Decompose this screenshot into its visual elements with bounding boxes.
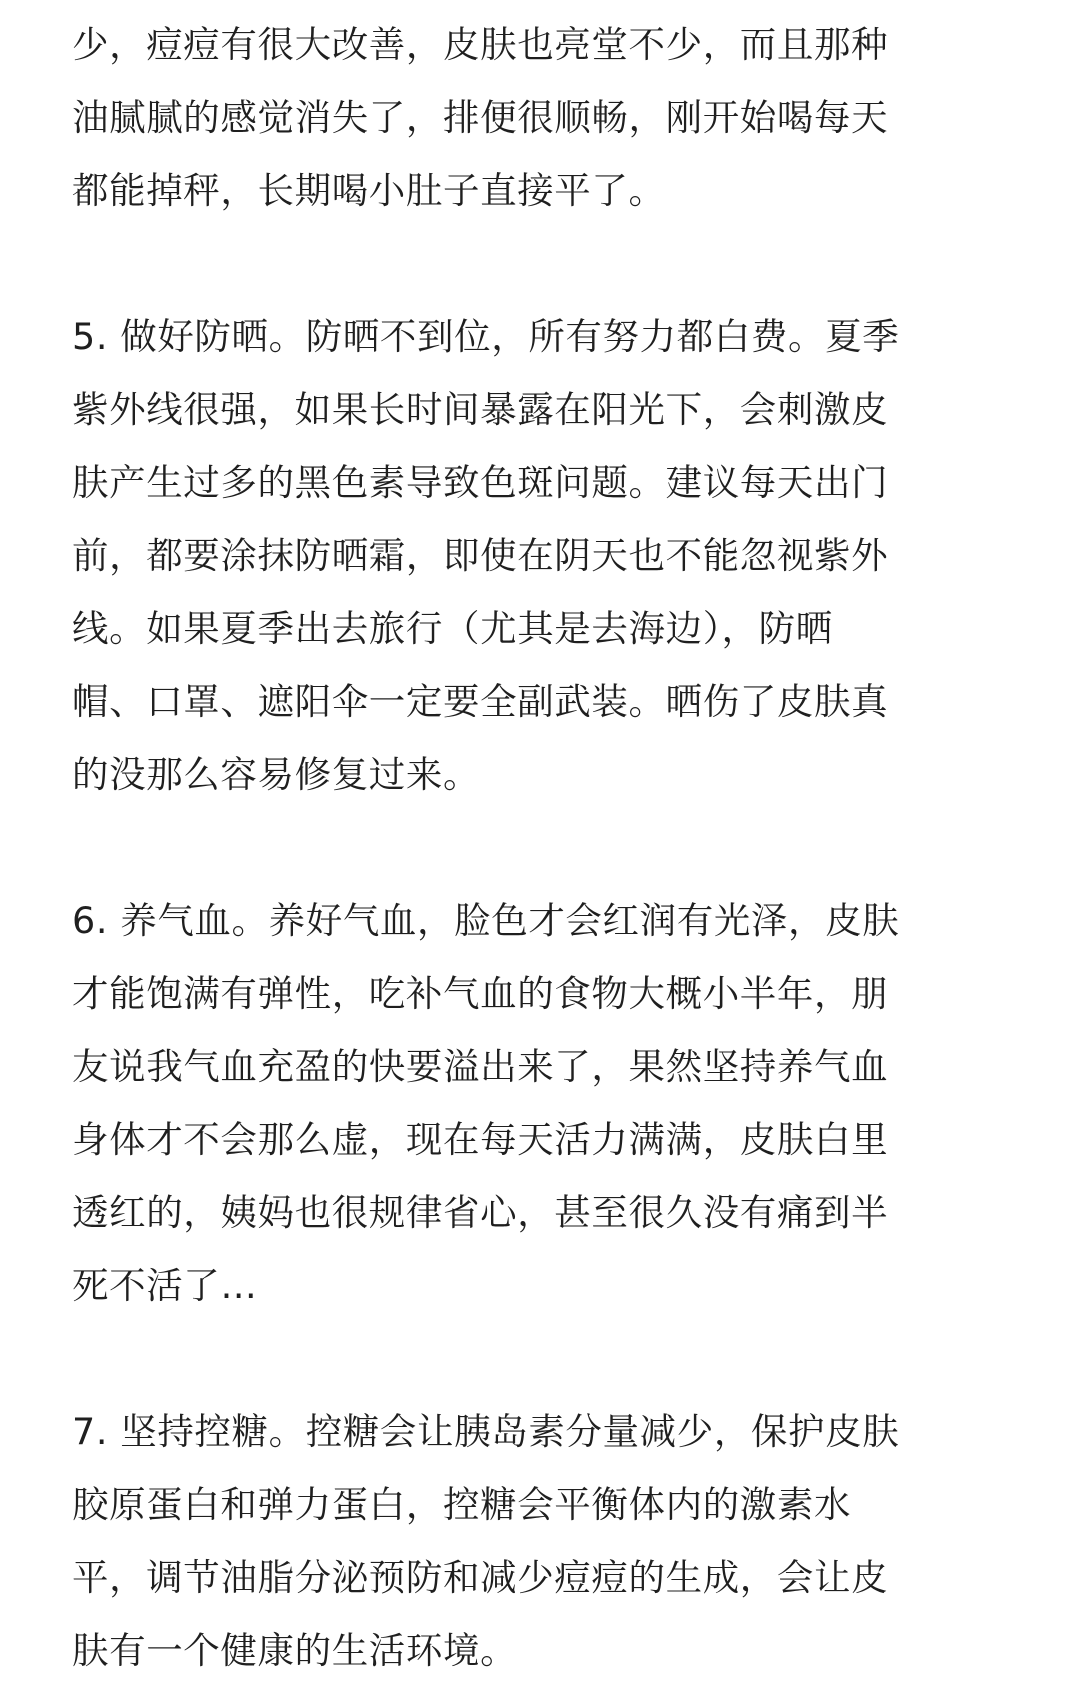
text-line: 前，都要涂抹防晒霜，即使在阴天也不能忽视紫外 (72, 534, 889, 577)
text-line: 胶原蛋白和弹力蛋白，控糖会平衡体内的激素水 (72, 1483, 852, 1526)
text-line: 6. 养气血。养好气血，脸色才会红润有光泽，皮肤 (72, 899, 900, 942)
text-line: 肤有一个健康的生活环境。 (72, 1629, 518, 1672)
text-line: 5. 做好防晒。防晒不到位，所有努力都白费。夏季 (72, 315, 900, 358)
article-body (72, 8, 1008, 1687)
text-line: 身体才不会那么虚，现在每天活力满满，皮肤白里 (72, 1118, 889, 1161)
text-line: 的没那么容易修复过来。 (72, 753, 481, 796)
text-line: 油腻腻的感觉消失了，排便很顺畅，刚开始喝每天 (72, 96, 889, 139)
text-line: 都能掉秤，长期喝小肚子直接平了。 (72, 169, 666, 212)
text-line: 帽、口罩、遮阳伞一定要全副武装。晒伤了皮肤真 (72, 680, 889, 723)
paragraph-spacer (72, 1322, 1008, 1395)
text-line: 友说我气血充盈的快要溢出来了，果然坚持养气血 (72, 1045, 889, 1088)
text-line: 少，痘痘有很大改善，皮肤也亮堂不少，而且那种 (72, 23, 889, 66)
text-line: 紫外线很强，如果长时间暴露在阳光下，会刺激皮 (72, 388, 889, 431)
text-line: 7. 坚持控糖。控糖会让胰岛素分量减少，保护皮肤 (72, 1410, 900, 1453)
paragraph-sugar-control (72, 1395, 1008, 1687)
text-line: 死不活了… (72, 1264, 258, 1307)
text-line: 肤产生过多的黑色素导致色斑问题。建议每天出门 (72, 461, 889, 504)
paragraph-qi-blood (72, 884, 1008, 1322)
text-line: 线。如果夏季出去旅行（尤其是去海边），防晒 (72, 607, 833, 650)
paragraph-intro-continuation (72, 8, 1008, 227)
text-line: 透红的，姨妈也很规律省心，甚至很久没有痛到半 (72, 1191, 889, 1234)
paragraph-spacer (72, 227, 1008, 300)
text-line: 平，调节油脂分泌预防和减少痘痘的生成，会让皮 (72, 1556, 889, 1599)
paragraph-spacer (72, 811, 1008, 884)
paragraph-sunscreen (72, 300, 1008, 811)
text-line: 才能饱满有弹性，吃补气血的食物大概小半年，朋 (72, 972, 889, 1015)
